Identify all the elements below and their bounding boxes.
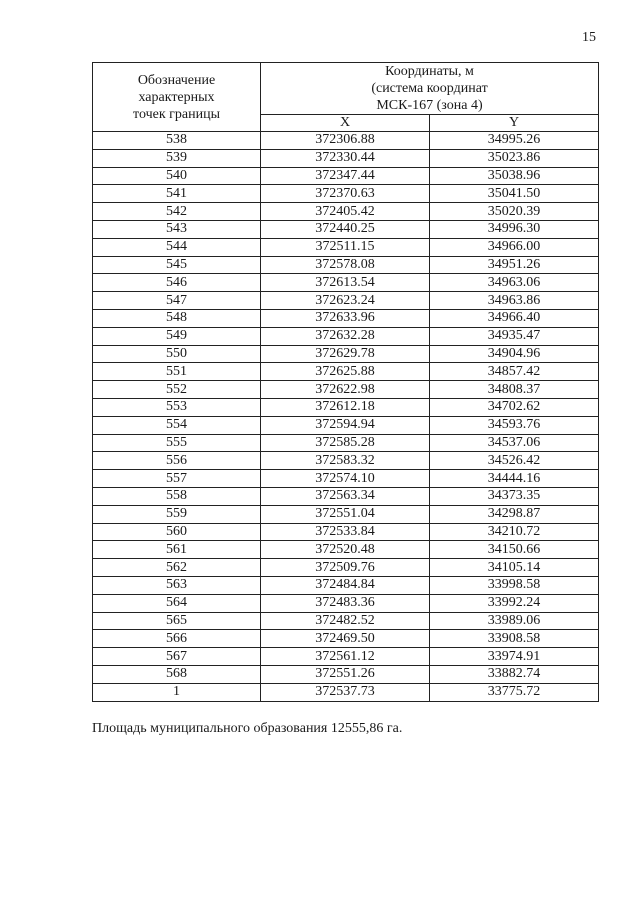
table-row [93, 381, 599, 399]
point-cell: 548 [93, 309, 261, 327]
point-cell: 559 [93, 505, 261, 523]
table-row [93, 274, 599, 292]
point-cell: 542 [93, 203, 261, 221]
x-cell: 372520.48 [261, 541, 430, 559]
point-cell: 545 [93, 256, 261, 274]
x-cell: 372622.98 [261, 381, 430, 399]
table-row [93, 648, 599, 666]
coordinates-header [261, 63, 599, 115]
table-row [93, 559, 599, 577]
y-cell: 33775.72 [430, 683, 599, 701]
table-row [93, 220, 599, 238]
page-number: 15 [582, 30, 596, 45]
y-cell: 34966.40 [430, 309, 599, 327]
table-row [93, 612, 599, 630]
x-cell: 372330.44 [261, 149, 430, 167]
y-cell: 34210.72 [430, 523, 599, 541]
x-cell: 372594.94 [261, 416, 430, 434]
y-cell: 34904.96 [430, 345, 599, 363]
table-row [93, 309, 599, 327]
point-cell: 566 [93, 630, 261, 648]
y-cell: 34935.47 [430, 327, 599, 345]
point-cell: 1 [93, 683, 261, 701]
coordinates-header-line-1: Координаты, м [385, 64, 474, 79]
y-cell: 34966.00 [430, 238, 599, 256]
x-cell: 372551.04 [261, 505, 430, 523]
table-row [93, 452, 599, 470]
y-cell: 34963.06 [430, 274, 599, 292]
point-cell: 563 [93, 576, 261, 594]
x-header: X [261, 115, 430, 132]
point-cell: 565 [93, 612, 261, 630]
table-body [93, 132, 599, 702]
point-header-line-1: Обозначение [137, 72, 216, 88]
point-cell: 550 [93, 345, 261, 363]
point-cell: 543 [93, 220, 261, 238]
point-cell: 562 [93, 559, 261, 577]
table-row [93, 292, 599, 310]
point-cell: 557 [93, 470, 261, 488]
point-cell: 538 [93, 132, 261, 150]
table-row [93, 576, 599, 594]
x-cell: 372469.50 [261, 630, 430, 648]
table-row [93, 505, 599, 523]
table-row [93, 416, 599, 434]
point-cell: 540 [93, 167, 261, 185]
x-cell: 372574.10 [261, 470, 430, 488]
y-cell: 34537.06 [430, 434, 599, 452]
point-cell: 567 [93, 648, 261, 666]
x-cell: 372625.88 [261, 363, 430, 381]
y-cell: 34526.42 [430, 452, 599, 470]
x-cell: 372482.52 [261, 612, 430, 630]
y-cell: 33974.91 [430, 648, 599, 666]
point-cell: 556 [93, 452, 261, 470]
x-cell: 372509.76 [261, 559, 430, 577]
table-row [93, 132, 599, 150]
y-cell: 33882.74 [430, 665, 599, 683]
point-cell: 552 [93, 381, 261, 399]
table-row [93, 327, 599, 345]
point-cell: 551 [93, 363, 261, 381]
point-cell: 568 [93, 665, 261, 683]
point-cell: 539 [93, 149, 261, 167]
x-cell: 372613.54 [261, 274, 430, 292]
y-cell: 34150.66 [430, 541, 599, 559]
x-cell: 372533.84 [261, 523, 430, 541]
x-cell: 372483.36 [261, 594, 430, 612]
x-cell: 372629.78 [261, 345, 430, 363]
x-cell: 372585.28 [261, 434, 430, 452]
x-cell: 372511.15 [261, 238, 430, 256]
y-cell: 34808.37 [430, 381, 599, 399]
area-note: Площадь муниципального образования 12555,86 га. [92, 721, 403, 736]
point-header [93, 63, 261, 132]
x-cell: 372306.88 [261, 132, 430, 150]
y-cell: 34444.16 [430, 470, 599, 488]
table-row [93, 363, 599, 381]
y-cell: 35020.39 [430, 203, 599, 221]
y-cell: 34996.30 [430, 220, 599, 238]
x-cell: 372440.25 [261, 220, 430, 238]
table-row [93, 665, 599, 683]
table-row [93, 167, 599, 185]
point-cell: 547 [93, 292, 261, 310]
x-cell: 372612.18 [261, 398, 430, 416]
point-cell: 555 [93, 434, 261, 452]
point-cell: 546 [93, 274, 261, 292]
coordinates-table [92, 62, 599, 702]
point-cell: 560 [93, 523, 261, 541]
table-row [93, 594, 599, 612]
table-row [93, 487, 599, 505]
y-cell: 35041.50 [430, 185, 599, 203]
coordinates-header-line-2: (система координат [371, 81, 488, 96]
table-row [93, 149, 599, 167]
y-cell: 33908.58 [430, 630, 599, 648]
point-cell: 558 [93, 487, 261, 505]
table-row [93, 185, 599, 203]
x-cell: 372347.44 [261, 167, 430, 185]
x-cell: 372370.63 [261, 185, 430, 203]
table-row [93, 256, 599, 274]
y-cell: 34857.42 [430, 363, 599, 381]
point-cell: 553 [93, 398, 261, 416]
x-cell: 372537.73 [261, 683, 430, 701]
x-cell: 372578.08 [261, 256, 430, 274]
table-row [93, 523, 599, 541]
y-cell: 34298.87 [430, 505, 599, 523]
y-cell: 34373.35 [430, 487, 599, 505]
y-cell: 34105.14 [430, 559, 599, 577]
y-cell: 34995.26 [430, 132, 599, 150]
point-header-line-3: точек границы [133, 106, 220, 122]
x-cell: 372632.28 [261, 327, 430, 345]
y-cell: 33998.58 [430, 576, 599, 594]
x-cell: 372551.26 [261, 665, 430, 683]
coordinates-header-line-3: МСК-167 (зона 4) [376, 98, 483, 113]
point-header-line-2: характерных [138, 89, 215, 105]
y-cell: 35023.86 [430, 149, 599, 167]
x-cell: 372633.96 [261, 309, 430, 327]
y-cell: 33989.06 [430, 612, 599, 630]
point-cell: 549 [93, 327, 261, 345]
table-row [93, 630, 599, 648]
table-row [93, 398, 599, 416]
point-cell: 561 [93, 541, 261, 559]
table-row [93, 238, 599, 256]
y-header: Y [430, 115, 599, 132]
y-cell: 33992.24 [430, 594, 599, 612]
table-row [93, 345, 599, 363]
x-cell: 372484.84 [261, 576, 430, 594]
x-cell: 372623.24 [261, 292, 430, 310]
x-cell: 372563.34 [261, 487, 430, 505]
y-cell: 34593.76 [430, 416, 599, 434]
x-cell: 372583.32 [261, 452, 430, 470]
table-row [93, 203, 599, 221]
y-cell: 34963.86 [430, 292, 599, 310]
x-cell: 372405.42 [261, 203, 430, 221]
point-cell: 544 [93, 238, 261, 256]
y-cell: 35038.96 [430, 167, 599, 185]
point-cell: 564 [93, 594, 261, 612]
table-row [93, 434, 599, 452]
table-row [93, 683, 599, 701]
y-cell: 34702.62 [430, 398, 599, 416]
point-cell: 554 [93, 416, 261, 434]
point-cell: 541 [93, 185, 261, 203]
y-cell: 34951.26 [430, 256, 599, 274]
table-row [93, 541, 599, 559]
x-cell: 372561.12 [261, 648, 430, 666]
table-row [93, 470, 599, 488]
